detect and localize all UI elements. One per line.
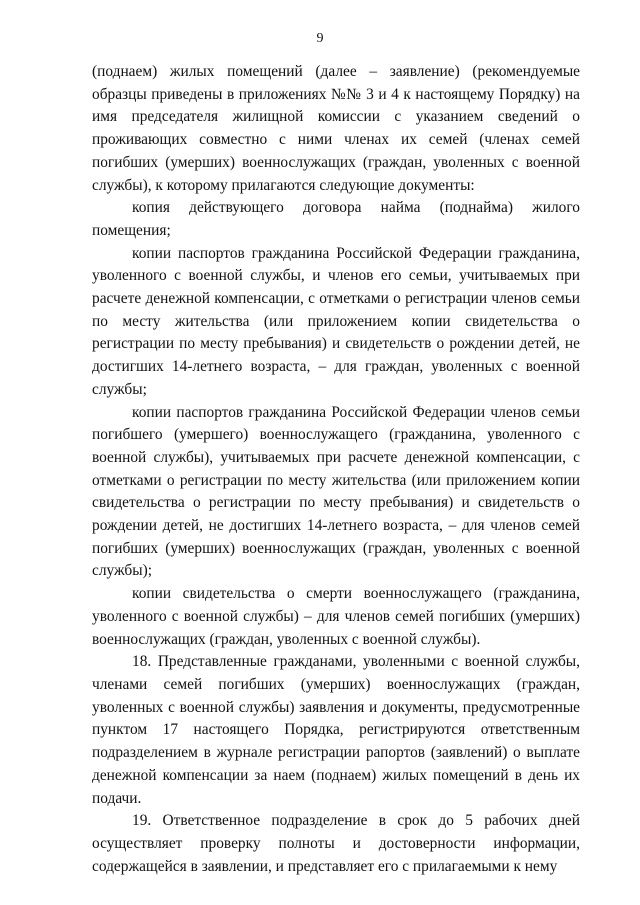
paragraph-continuation: (поднаем) жилых помещений (далее – заявление) (рекомендуемые образцы приведены в приложениях №№ 3 и 4 к настоящему Порядку) на имя председателя жилищной комиссии с указанием сведений о проживающих совместно с ними членах их семей (членах семей погибших (умерших) военнослужащих (граждан, уволенных с военной службы), к которому прилагаются следующие документы: [92,63,580,194]
paragraph-item-18: 18. Представленные гражданами, уволенными с военной службы, членами семей погибших (умерших) военнослужащих (граждан, уволенных с военной службы) заявления и документы, предусмотренные пунктом 17 настоящего Порядка, регистрируются ответственным подразделением в журнале регистрации рапортов (заявлений) о выплате денежной компенсации за наем (поднаем) жилых помещений в день их подачи. [92,653,580,807]
document-body [92,61,580,878]
paragraph-item-19: 19. Ответственное подразделение в срок до 5 рабочих дней осуществляет проверку полноты и достоверности информации, содержащейся в заявлении, и представляет его с прилагаемыми к нему [92,812,580,875]
paragraph-lease-copy: копия действующего договора найма (поднайма) жилого помещения; [92,199,580,239]
paragraph-passports-discharged: копии паспортов гражданина Российской Федерации гражданина, уволенного с военной службы, и членов его семьи, учитываемых при расчете денежной компенсации, с отметками о регистрации членов семьи по месту жительства (или приложением копии свидетельства о регистрации по месту пребывания) и свидетельств о рождении детей, не достигших 14-летнего возраста, – для граждан, уволенных с военной службы; [92,244,580,398]
paragraph-passports-deceased-family: копии паспортов гражданина Российской Федерации членов семьи погибшего (умершего) военнослужащего (гражданина, уволенного с военной службы), учитываемых при расчете денежной компенсации, с отметками о регистрации по месту жительства (или приложением копии свидетельства о регистрации по месту пребывания) и свидетельств о рождении детей, не достигших 14-летнего возраста, – для членов семей погибших (умерших) военнослужащих (граждан, уволенных с военной службы); [92,403,580,580]
page-number: 9 [316,31,324,46]
paragraph-death-certificate: копии свидетельства о смерти военнослужащего (гражданина, уволенного с военной службы) – для членов семей погибших (умерших) военнослужащих (граждан, уволенных с военной службы). [92,585,580,648]
